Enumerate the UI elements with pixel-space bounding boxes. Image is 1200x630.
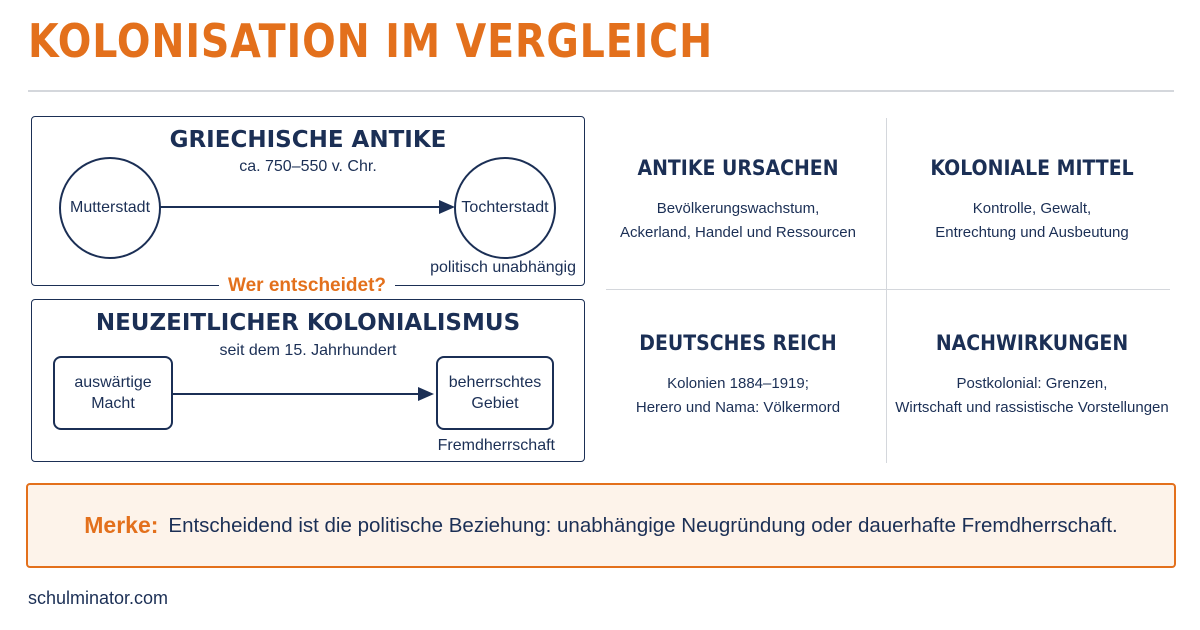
cell-aftermath — [892, 331, 1172, 420]
central-question: Wer entscheidet? — [219, 272, 395, 300]
cell-text-line2: Wirtschaft und rassistische Vorstellungen — [895, 399, 1169, 416]
cell-colonial-means — [892, 156, 1172, 245]
greek-relation-note: politisch unabhängig — [430, 259, 576, 276]
greek-antiquity-panel — [31, 116, 585, 286]
merke-label: Merke: — [84, 512, 159, 538]
cell-text-line1: Kolonien 1884–1919; — [667, 375, 809, 392]
cell-text-line1: Bevölkerungswachstum, — [656, 200, 820, 217]
modern-period: seit dem 15. Jahrhundert — [219, 342, 397, 359]
cell-ancient-causes — [598, 156, 878, 245]
daughter-city-node — [454, 157, 556, 259]
cell-title: DEUTSCHES REICH — [639, 331, 837, 355]
cell-text-line1: Kontrolle, Gewalt, — [972, 200, 1092, 217]
daughter-city-label: Tochterstadt — [461, 199, 549, 216]
foreign-power-node — [53, 356, 173, 430]
ruled-territory-line2: Gebiet — [471, 395, 519, 412]
footer-site-link[interactable]: schulminator.com — [28, 588, 169, 608]
cell-title: NACHWIRKUNGEN — [935, 331, 1129, 355]
page-title: KOLONISATION IM VERGLEICH — [28, 14, 714, 68]
modern-arrow — [173, 384, 438, 404]
modern-colonialism-panel — [31, 299, 585, 462]
ruled-territory-line1: beherrschtes — [448, 374, 542, 391]
ruled-territory-node — [436, 356, 554, 430]
grid-vertical-divider — [886, 118, 887, 463]
mother-city-label: Mutterstadt — [69, 199, 151, 216]
foreign-power-line2: Macht — [91, 395, 135, 412]
grid-horizontal-divider — [606, 289, 1170, 290]
cell-text-line2: Ackerland, Handel und Ressourcen — [620, 224, 856, 241]
cell-title: KOLONIALE MITTEL — [930, 156, 1134, 180]
greek-heading: GRIECHISCHE ANTIKE — [169, 127, 447, 153]
greek-period: ca. 750–550 v. Chr. — [239, 158, 377, 175]
cell-german-empire — [598, 331, 878, 420]
cell-text-line2: Entrechtung und Ausbeutung — [935, 224, 1129, 241]
greek-arrow — [159, 197, 459, 217]
merke-box — [26, 483, 1176, 568]
foreign-power-line1: auswärtige — [74, 374, 152, 391]
cell-text-line1: Postkolonial: Grenzen, — [956, 375, 1108, 392]
title-divider — [28, 90, 1174, 92]
mother-city-node — [59, 157, 161, 259]
merke-text: Entscheidend ist die politische Beziehung: unabhängige Neugründung oder dauerhafte Fremdherrschaft. — [168, 513, 1118, 537]
cell-text-line2: Herero und Nama: Völkermord — [635, 399, 841, 416]
cell-title: ANTIKE URSACHEN — [637, 156, 839, 180]
modern-relation-note: Fremdherrschaft — [437, 437, 555, 454]
modern-heading: NEUZEITLICHER KOLONIALISMUS — [95, 310, 521, 336]
